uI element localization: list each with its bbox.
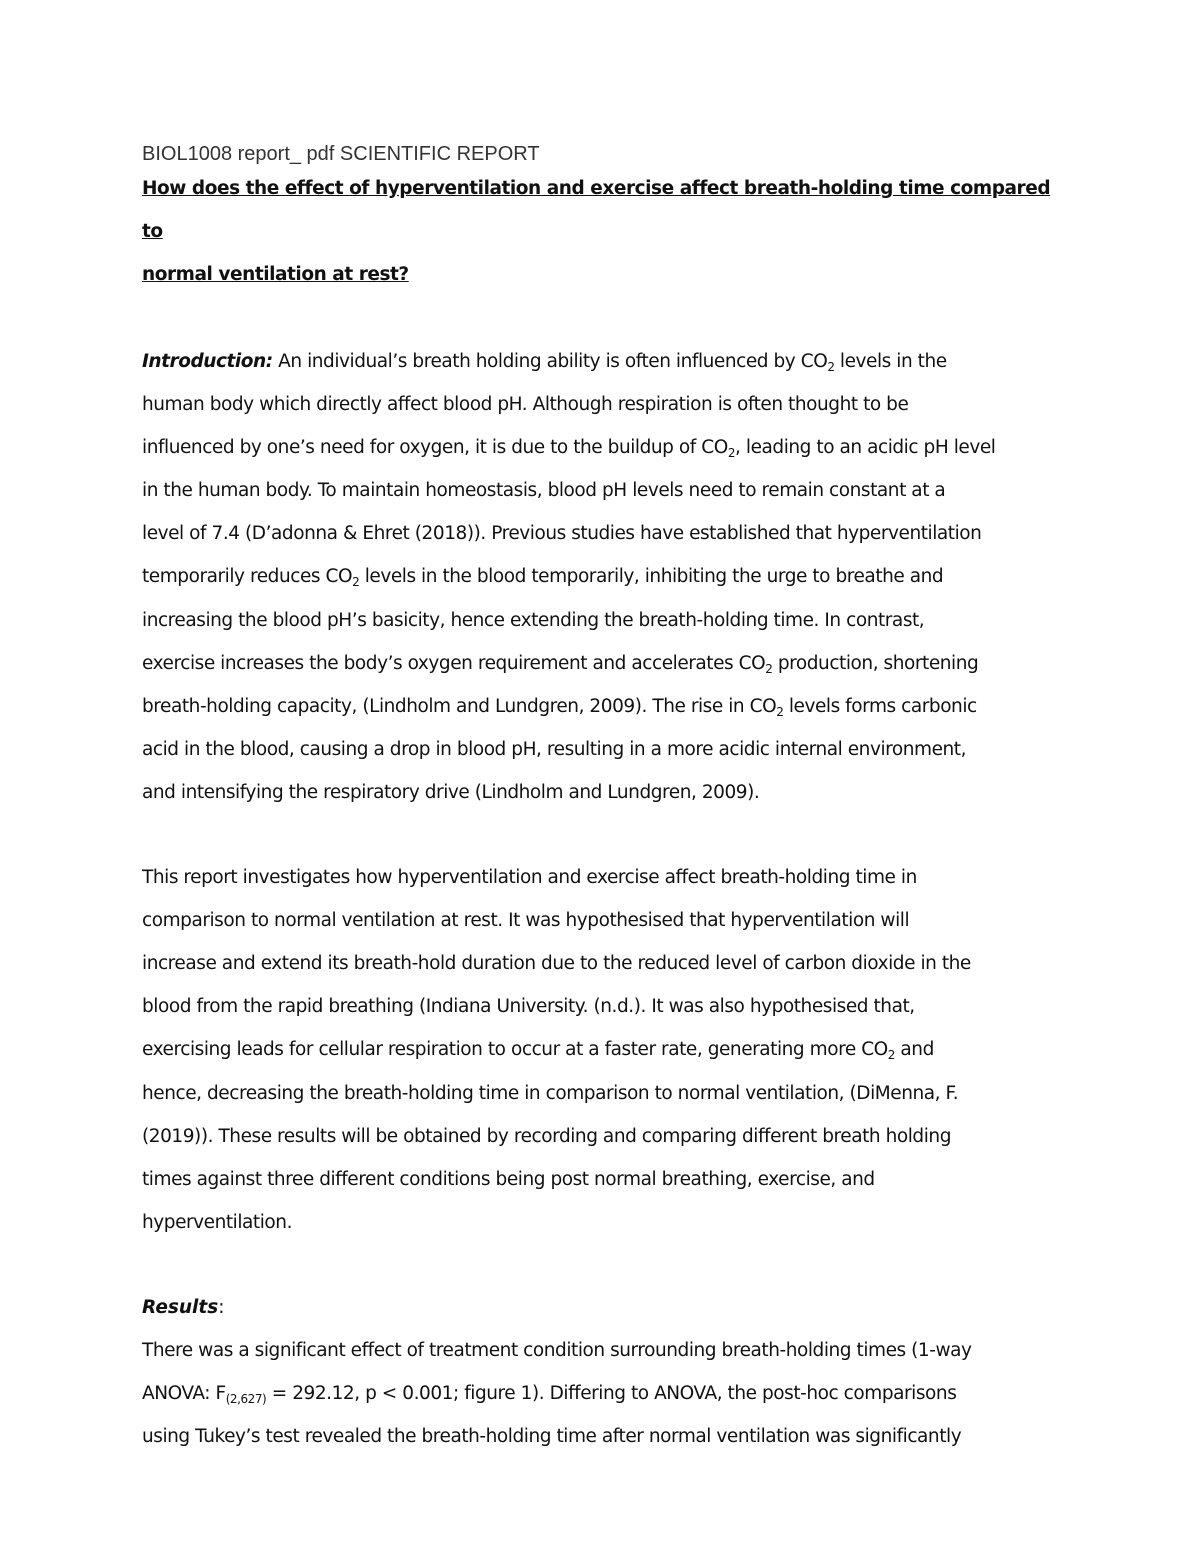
aims-line: blood from the rapid breathing (Indiana University. (n.d.). It was also hypothesised that, <box>142 996 915 1018</box>
aims-line: This report investigates how hyperventilation and exercise affect breath-holding time in <box>142 867 917 889</box>
results-heading: Results: <box>142 1296 225 1318</box>
intro-line: Introduction: An individual’s breath holding ability is often influenced by $CO_2$ levels in the <box>142 351 947 374</box>
intro-line: in the human body. To maintain homeostasis, blood pH levels need to remain constant at a <box>142 480 946 502</box>
intro-line: level of 7.4 (D’adonna & Ehret (2018)). Previous studies have established that hyperventilation <box>142 523 982 545</box>
intro-line: breath-holding capacity, (Lindholm and Lundgren, 2009). The rise in $CO_2$ levels forms carbonic <box>142 695 977 719</box>
title-line-1: How does the effect of hyperventilation and exercise affect breath-holding time compared to <box>142 178 1051 242</box>
aims-line: exercising leads for cellular respiration to occur at a faster rate, generating more $CO_2$ and <box>142 1039 934 1063</box>
introduction-section <box>142 340 1072 814</box>
document-header: BIOL1008 report_ pdf SCIENTIFIC REPORT <box>142 143 540 165</box>
report-title <box>142 167 1072 296</box>
aims-section <box>142 856 1072 1244</box>
aims-line: increase and extend its breath-hold duration due to the reduced level of carbon dioxide in the <box>142 953 971 975</box>
aims-line: hyperventilation. <box>142 1211 292 1233</box>
intro-line: human body which directly affect blood pH. Although respiration is often thought to be <box>142 394 909 416</box>
results-line: There was a significant effect of treatment condition surrounding breath-holding times (1-way <box>142 1339 972 1361</box>
aims-line: (2019)). These results will be obtained by recording and comparing different breath holding <box>142 1125 951 1147</box>
intro-line: increasing the blood pH’s basicity, hence extending the breath-holding time. In contrast, <box>142 609 925 631</box>
results-label: Results <box>142 1296 219 1318</box>
intro-line: and intensifying the respiratory drive (Lindholm and Lundgren, 2009). <box>142 781 760 803</box>
aims-line: times against three different conditions being post normal breathing, exercise, and <box>142 1168 875 1190</box>
results-line: ANOVA: $F_{(2,627)} = 292.12$, p < 0.001; figure 1). Differing to ANOVA, the post-hoc comparisons <box>142 1383 957 1407</box>
title-line-2: normal ventilation at rest? <box>142 264 409 285</box>
results-section <box>142 1286 1072 1458</box>
intro-line: acid in the blood, causing a drop in blood pH, resulting in a more acidic internal environment, <box>142 738 967 760</box>
intro-line: influenced by one’s need for oxygen, it is due to the buildup of $CO_2$, leading to an acidic pH level <box>142 437 996 461</box>
aims-line: hence, decreasing the breath-holding time in comparison to normal ventilation, (DiMenna, F. <box>142 1082 959 1104</box>
introduction-label: Introduction: <box>142 351 273 372</box>
results-line: using Tukey’s test revealed the breath-holding time after normal ventilation was significantly <box>142 1426 962 1448</box>
intro-line: exercise increases the body’s oxygen requirement and accelerates $CO_2$ production, shortening <box>142 652 979 676</box>
aims-line: comparison to normal ventilation at rest. It was hypothesised that hyperventilation will <box>142 910 910 932</box>
intro-line: temporarily reduces $CO_2$ levels in the blood temporarily, inhibiting the urge to breathe and <box>142 566 944 590</box>
document-page <box>142 141 1072 1458</box>
